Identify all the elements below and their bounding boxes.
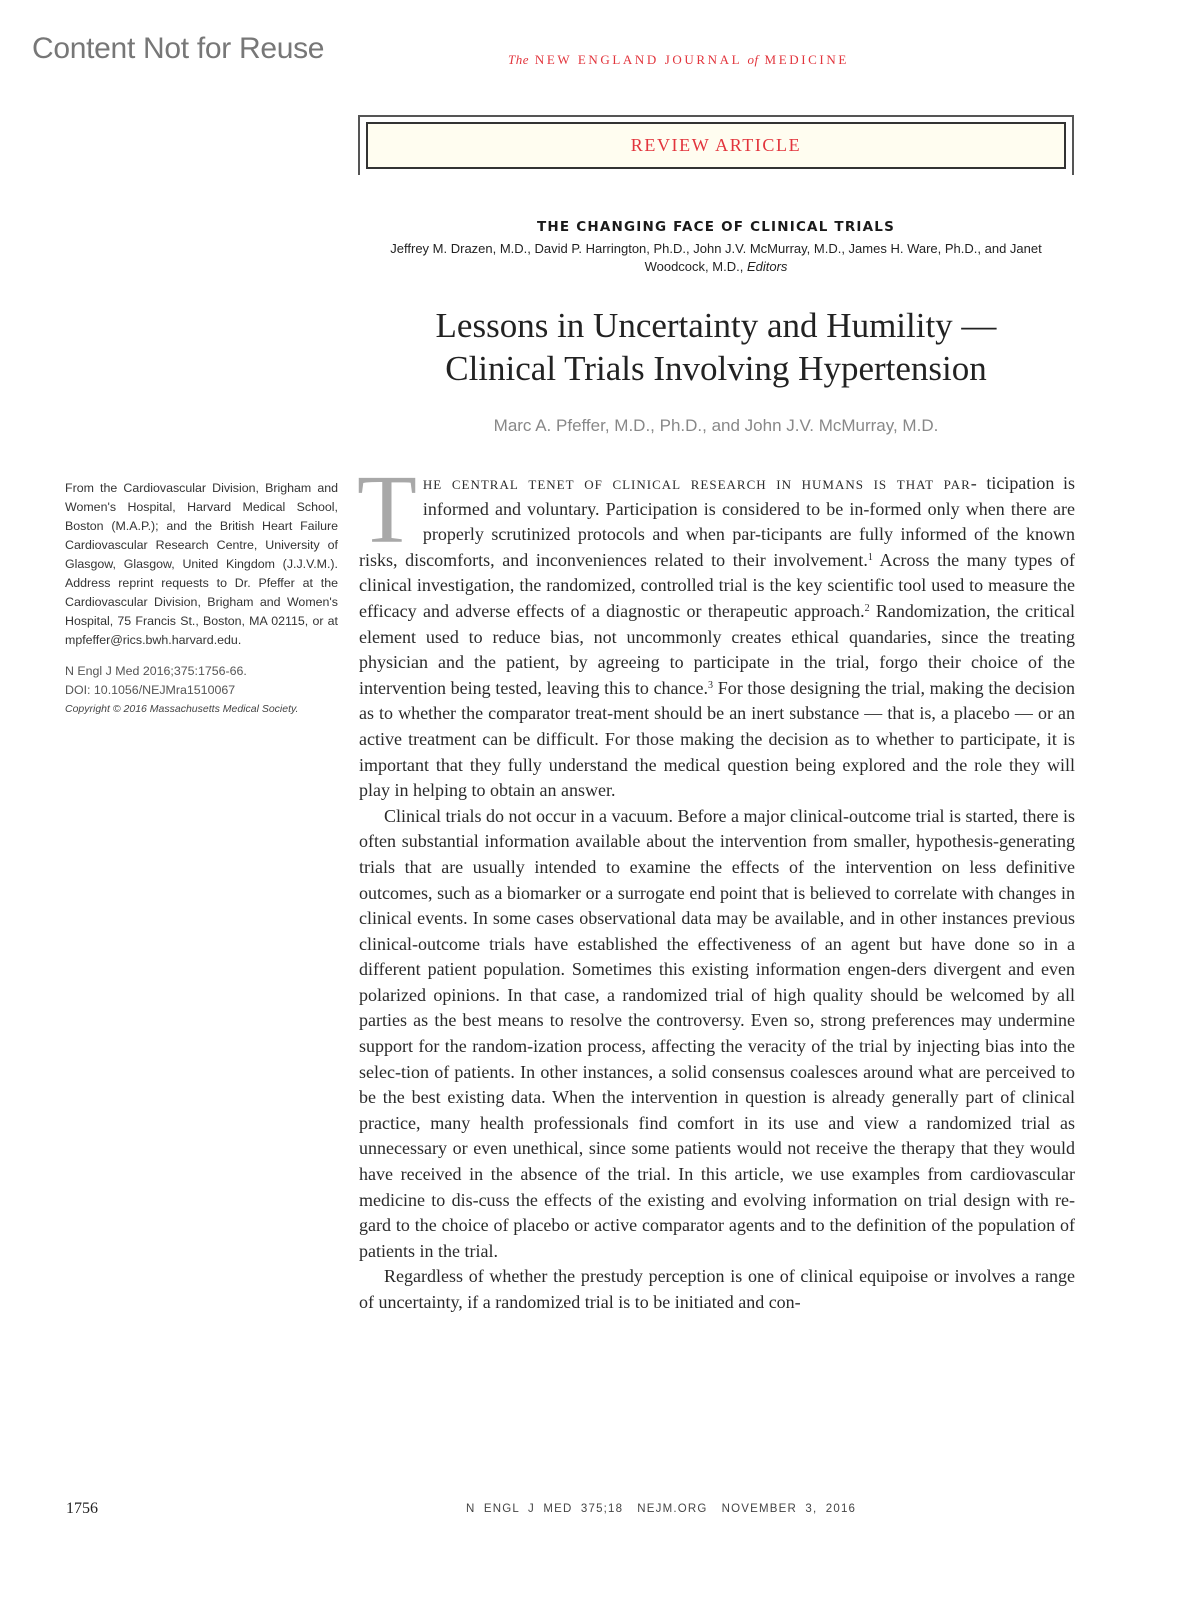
running-head-of: of	[747, 52, 759, 67]
citation-block	[65, 662, 338, 719]
footer-journal: N ENGL J MED 375;18	[466, 1503, 624, 1515]
citation: N Engl J Med 2016;375:1756-66.	[65, 664, 247, 678]
opening-smallcaps: he central tenet of clinical research in humans is that par-	[422, 473, 978, 493]
paragraph-text: ticipation is informed and voluntary. Participation is considered to be in-formed only when there are properly scrutinized protocols and when par-ticipants are fully informed of the known risks, discomforts, and inconveniences related to their involvement.	[359, 473, 1075, 570]
reference-3[interactable]: 3	[708, 679, 714, 691]
article-title-line-2: Clinical Trials Involving Hypertension	[445, 349, 987, 388]
author-affiliations-sidebar	[65, 479, 338, 719]
article-authors: Marc A. Pfeffer, M.D., Ph.D., and John J.V. McMurray, M.D.	[493, 416, 939, 435]
reference-2[interactable]: 2	[864, 602, 870, 614]
journal-running-head	[0, 52, 1200, 68]
doi: DOI: 10.1056/NEJMra1510067	[65, 683, 236, 697]
paragraph-text: Across the many types of clinical investigation, the randomized, controlled trial is the key scientific tool used to measure the efficacy and adverse effects of a diagnostic or therapeutic approach.	[359, 549, 1076, 621]
article-title-line-1: Lessons in Uncertainty and Humility —	[435, 306, 997, 345]
drop-cap: T	[357, 456, 417, 564]
body-paragraph-3: Regardless of whether the prestudy perception is one of clinical equipoise or involves a range of uncertainty, if a randomized trial is to be initiated and con-	[359, 1266, 1075, 1312]
series-editors-suffix: Editors	[746, 259, 788, 274]
watermark: Content Not for Reuse	[32, 32, 325, 65]
footer-date: NOVEMBER 3, 2016	[721, 1503, 857, 1515]
body-paragraph-2: Clinical trials do not occur in a vacuum. Before a major clinical-outcome trial is started, there is often substantial information available about the intervention from smaller, hypothesis-generating trials that are usually intended to examine the effects of the intervention on less definitive outcomes, such as a biomarker or a surrogate end point that is believed to correlate with changes in clinical events. In some cases observational data may be available, and in other instances previous clinical-outcome trials have established the effectiveness of an agent but have done so in a different patient population. Sometimes this existing information engen-ders divergent and even polarized opinions. In that case, a randomized trial of high quality should be welcomed by all parties as the best means to resolve the controversy. Even so, strong preferences may undermine support for the random-ization process, affecting the veracity of the trial by injecting bias into the selec-tion of patients. In other instances, a solid consensus coalesces around what are perceived to be the best existing data. When the intervention in question is already generally part of clinical practice, many health professionals find comfort in its use and view a randomized trial as unnecessary or even unethical, since some patients would not receive the therapy that they would have received in the absence of the trial. In this article, we use examples from cardiovascular medicine to dis-cuss the effects of the existing and evolving information on trial design with re-gard to the choice of placebo or active comparator agents and to the definition of the population of patients in the trial.	[359, 805, 1075, 1261]
article-body	[357, 456, 1076, 1316]
series-title: THE CHANGING FACE OF CLINICAL TRIALS	[536, 219, 896, 235]
footer-site: NEJM.ORG	[637, 1503, 708, 1515]
footer-journal-info	[466, 1503, 856, 1515]
paragraph-text: Randomization, the critical element used to reduce bias, not uncommonly creates ethical quandaries, since the treating physician and the patient, by agreeing to participate in the trial, forgo their choice of the intervention being tested, leaving this to chance.	[359, 600, 1076, 698]
paragraph-text: For those designing the trial, making the decision as to whether the comparator treat-ment should be an inert substance — that is, a placebo — or an active treatment can be difficult. For those making the decision as to whether to participate, it is important that they fully understand the medical question being explored and the role they will play in helping to obtain an answer.	[359, 677, 1075, 801]
body-paragraph-1	[357, 456, 1076, 804]
article-type-label: REVIEW ARTICLE	[630, 135, 802, 155]
series-editors-names: Jeffrey M. Drazen, M.D., David P. Harrington, Ph.D., John J.V. McMurray, M.D., James H. Ware, Ph.D., and Janet Woodcock, M.D.,	[390, 241, 1042, 274]
copyright: Copyright © 2016 Massachusetts Medical Society.	[65, 703, 299, 715]
article-title	[358, 304, 1074, 390]
affiliations-text: From the Cardiovascular Division, Brigham and Women's Hospital, Harvard Medical School, Boston (M.A.P.); and the British Heart Failure Cardiovascular Research Centre, University of Glasgow, Glasgow, United Kingdom (J.J.V.M.). Address reprint requests to Dr. Pfeffer at the Cardiovascular Division, Brigham and Women's Hospital, 75 Francis St., Boston, MA 02115, or at mpfeffer@rics.bwh.harvard.edu.	[65, 481, 338, 647]
running-head-name-2: MEDICINE	[764, 52, 849, 67]
running-head-name-1: NEW ENGLAND JOURNAL	[534, 52, 742, 67]
running-head-the: The	[508, 52, 529, 67]
reference-1[interactable]: 1	[867, 551, 873, 563]
article-type-banner	[366, 122, 1066, 169]
page-number: 1756	[66, 1500, 98, 1517]
series-editors	[358, 240, 1074, 276]
